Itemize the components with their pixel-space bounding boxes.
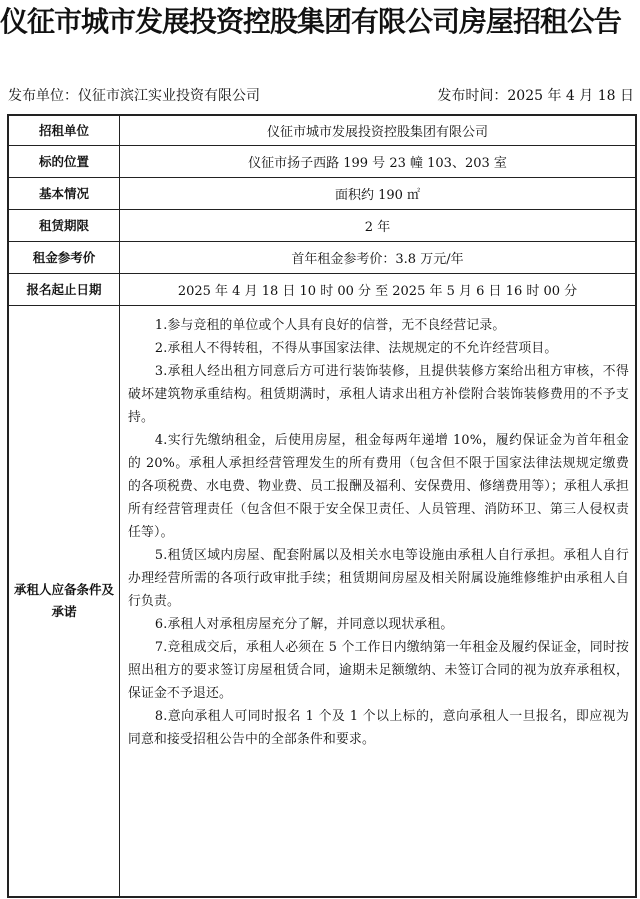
row-label: 报名起止日期	[9, 274, 120, 305]
row-label: 基本情况	[9, 178, 120, 209]
publisher: 发布单位：仪征市滨江实业投资有限公司	[8, 88, 260, 104]
table-row-lease-term	[9, 210, 635, 242]
row-value: 面积约 190 ㎡	[334, 188, 421, 203]
term-item: 8.意向承租人可同时报名 1 个及 1 个以上标的，意向承租人一旦报名，即应视为同意和接受招租公告中的全部条件和要求。	[128, 709, 629, 747]
term-item: 1.参与竞租的单位或个人具有良好的信誉，无不良经营记录。	[154, 318, 506, 333]
row-value: 2025 年 4 月 18 日 10 时 00 分 至 2025 年 5 月 6 日 16 时 00 分	[177, 284, 578, 299]
row-label: 标的位置	[9, 146, 120, 177]
term-item: 7.竞租成交后，承租人必须在 5 个工作日内缴纳第一年租金及履约保证金，同时按照出租方的要求签订房屋租赁合同，逾期未足额缴纳、未签订合同的视为放弃承租权，保证金不予退还。	[128, 640, 629, 701]
terms-list	[120, 306, 635, 896]
row-value: 仪征市扬子西路 199 号 23 幢 103、203 室	[248, 156, 507, 171]
notice-table	[7, 114, 637, 898]
row-label: 招租单位	[9, 116, 120, 145]
row-value: 仪征市城市发展投资控股集团有限公司	[266, 125, 488, 140]
row-label: 租金参考价	[9, 242, 120, 273]
row-label: 租赁期限	[9, 210, 120, 241]
table-row-rent-reference	[9, 242, 635, 274]
term-item: 3.承租人经出租方同意后方可进行装饰装修，且提供装修方案给出租方审核，不得破坏建筑物承重结构。租赁期满时，承租人请求出租方补偿附合装饰装修费用的不予支持。	[128, 364, 629, 425]
row-value: 2 年	[364, 220, 391, 235]
table-row-registration-period	[9, 274, 635, 306]
table-row-tenant-unit	[9, 116, 635, 146]
row-label: 承租人应备条件及承诺	[9, 306, 120, 896]
row-value: 首年租金参考价：3.8 万元/年	[291, 252, 464, 267]
publish-time: 发布时间：2025 年 4 月 18 日	[437, 88, 634, 104]
page-title: 仪征市城市发展投资控股集团有限公司房屋招租公告	[0, 5, 622, 38]
term-item: 5.租赁区域内房屋、配套附属以及相关水电等设施由承租人自行承担。承租人自行办理经营所需的各项行政审批手续；租赁期间房屋及相关附属设施维修维护由承租人自行负责。	[128, 548, 629, 609]
term-item: 6.承租人对承租房屋充分了解，并同意以现状承租。	[154, 617, 454, 632]
term-item: 2.承租人不得转租，不得从事国家法律、法规规定的不允许经营项目。	[154, 341, 558, 356]
table-row-basic-info	[9, 178, 635, 210]
table-row-location	[9, 146, 635, 178]
term-item: 4.实行先缴纳租金，后使用房屋，租金每两年递增 10%，履约保证金为首年租金的 20%。承租人承担经营管理发生的所有费用（包含但不限于国家法律法规规定缴费的各项税费、水电费、物业费、员工报酬及福利、安保费用、修缮费用等）；承租人承担所有经营管理责任（包含但不限于安全保卫责任、人员管理、消防环卫、第三人侵权责任等）。	[128, 433, 629, 540]
table-row-terms	[9, 306, 635, 896]
